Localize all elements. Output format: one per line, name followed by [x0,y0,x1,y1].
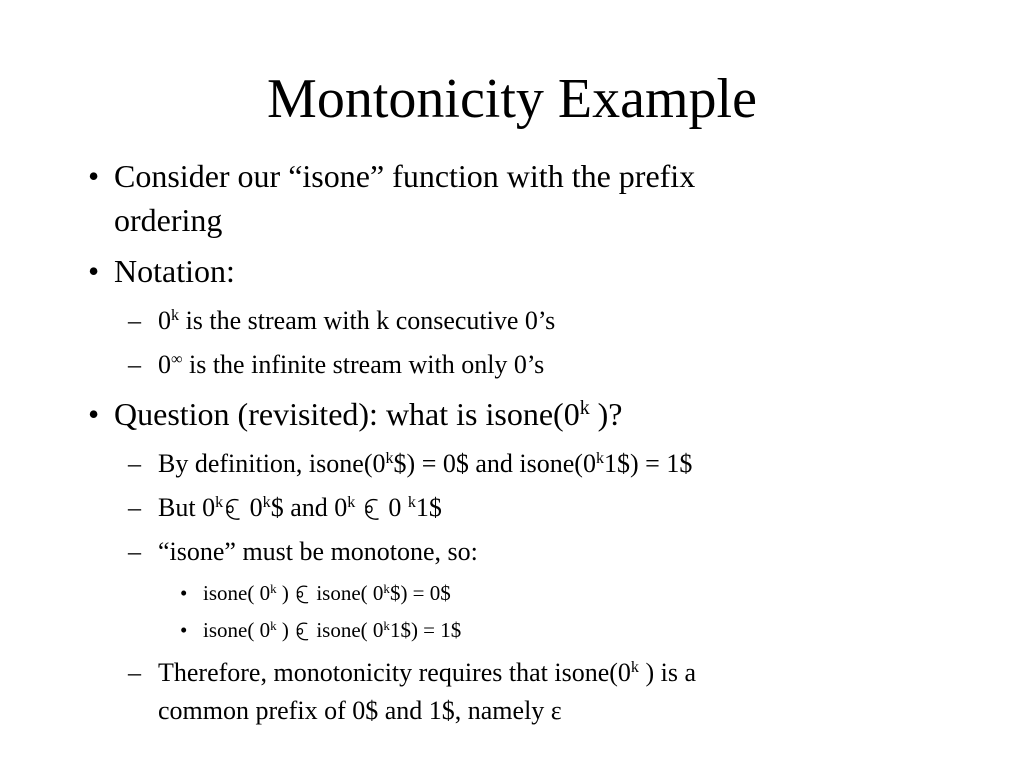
dash-marker: – [128,658,141,687]
notation-line-1: 0$^k$ is the stream with k consecutive 0’s [158,306,556,335]
but-line: But 0$^k$ 0$^k$\$ and 0$^k$ 0 $^k$1$ [158,493,442,522]
dash-marker: – [128,493,141,522]
dash-marker: – [128,350,141,379]
sub-bullet-2: isone( 0$^k$ ) isone( $0^k1\$$) = 1$ [203,617,462,642]
bullet-marker: • [88,158,100,194]
dash-marker: – [128,537,141,566]
slide-title: Montonicity Example [267,68,757,130]
prefix-order-icon [294,584,311,606]
bullet-marker: • [88,253,100,289]
bullet-marker: • [88,396,100,432]
sub-bullet-1: isone( 0$^k$ ) isone( $0^k\$$) = 0$ [203,580,451,605]
dash-marker: – [128,306,141,335]
therefore-line-2: common prefix of 0$ and 1$, namely ε [158,696,562,725]
sub-bullet-marker: • [180,581,188,605]
sub-bullet-marker: • [180,618,188,642]
prefix-order-icon [294,621,311,643]
prefix-order-icon [223,497,243,523]
bullet-1-line-2: ordering [114,202,223,238]
therefore-line-1: Therefore, monotonicity requires that isone(0$^k$ ) is a [158,658,697,687]
bullet-1-line-1: Consider our “isone” function with the prefix [114,158,696,194]
bullet-2-text: Notation: [114,253,235,289]
prefix-order-icon [362,497,382,523]
monotone-line: “isone” must be monotone, so: [158,537,478,566]
notation-line-2: 0∞ is the infinite stream with only 0’s [158,350,545,379]
definition-line: By definition, $isone(0^k\$)$ = 0$ and $isone(0^k1\$)$ = 1$ [158,449,693,478]
bullet-3-text: Question (revisited): what is isone(0$^k$ )? [114,396,623,432]
dash-marker: – [128,449,141,478]
